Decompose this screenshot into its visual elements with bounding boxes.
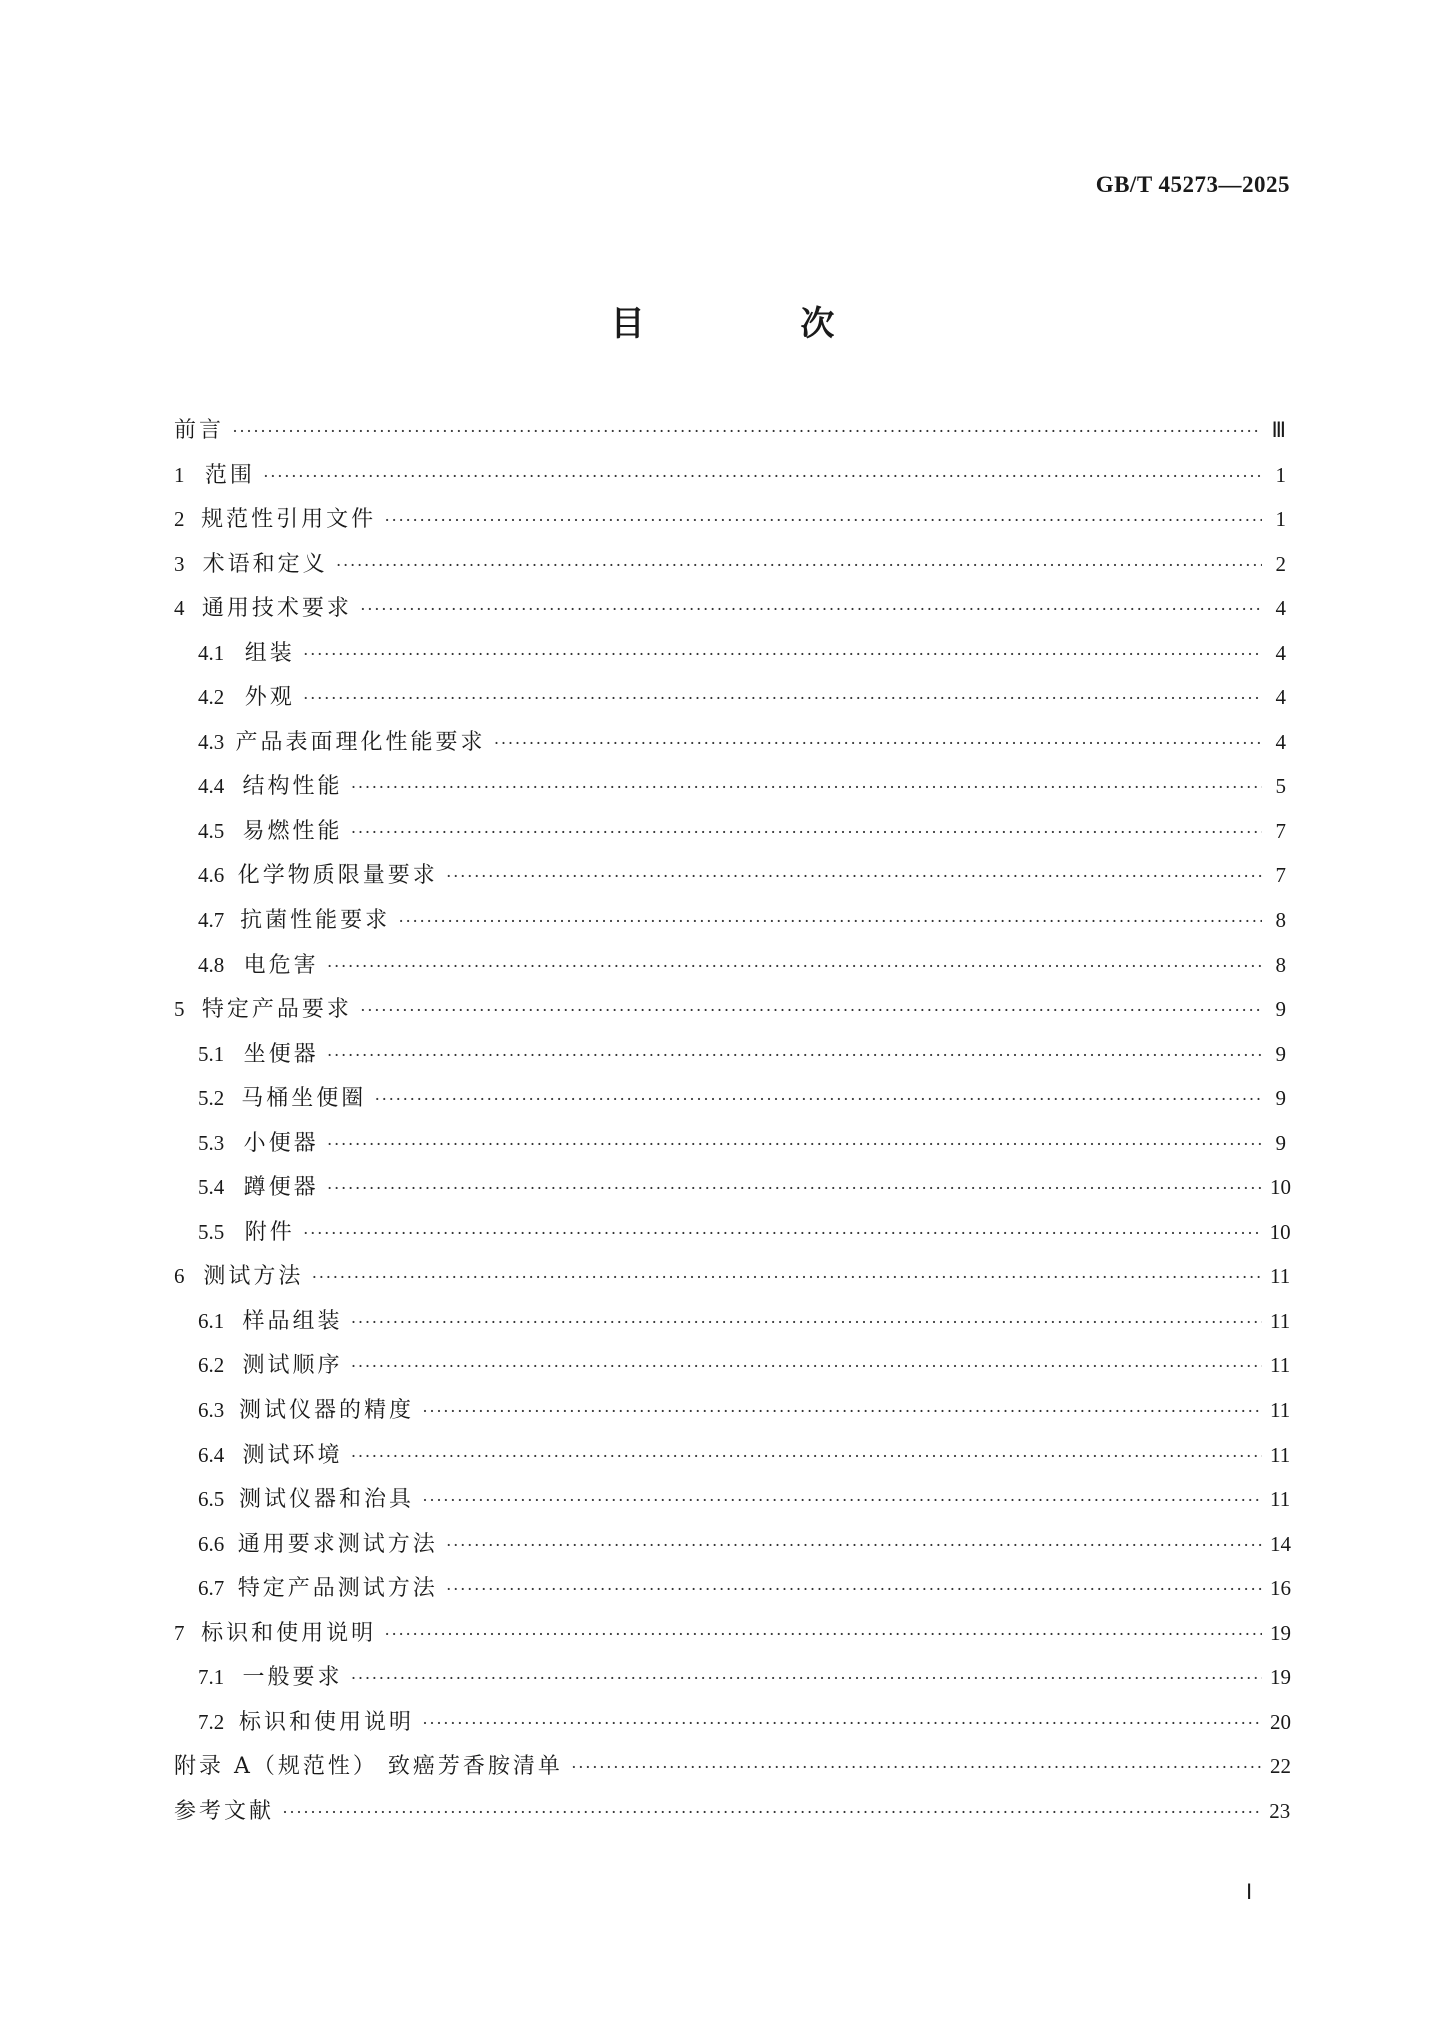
toc-entry-page: 11 bbox=[1270, 1487, 1291, 1512]
toc-entry-label: 蹲便器 bbox=[243, 1175, 319, 1201]
toc-dot-leader bbox=[446, 866, 1262, 887]
toc-entry-label: 测试方法 bbox=[203, 1264, 304, 1290]
toc-entry-number: 6.7 bbox=[198, 1576, 225, 1601]
toc-entry-number: 6.5 bbox=[198, 1487, 225, 1512]
toc-entry-page: 14 bbox=[1270, 1531, 1291, 1556]
toc-entry[interactable] bbox=[174, 1482, 1291, 1527]
toc-entry[interactable] bbox=[174, 725, 1286, 770]
toc-entry[interactable] bbox=[174, 1660, 1291, 1705]
toc-entry-label: 外观 bbox=[244, 685, 295, 711]
toc-entry-number: 5.5 bbox=[198, 1219, 225, 1244]
toc-entry-label: 样品组装 bbox=[242, 1308, 343, 1334]
toc-entry-number: 6 bbox=[174, 1264, 185, 1289]
toc-dot-leader bbox=[571, 1757, 1262, 1778]
toc-entry-label: 电危害 bbox=[243, 952, 319, 978]
toc-dot-leader bbox=[327, 1045, 1262, 1066]
toc-entry-label: 特定产品测试方法 bbox=[237, 1576, 438, 1602]
toc-entry-label: 通用要求测试方法 bbox=[237, 1531, 438, 1557]
toc-dot-leader bbox=[446, 1579, 1262, 1600]
toc-entry-page: 16 bbox=[1270, 1576, 1291, 1601]
toc-dot-leader bbox=[350, 1668, 1262, 1689]
toc-dot-leader bbox=[350, 1356, 1262, 1377]
toc-dot-leader bbox=[327, 1134, 1262, 1155]
toc-entry[interactable] bbox=[174, 1170, 1291, 1215]
toc-entry-number: 6.4 bbox=[198, 1442, 225, 1467]
toc-dot-leader bbox=[384, 1624, 1262, 1645]
toc-entry-page: 5 bbox=[1275, 774, 1286, 799]
page-number: Ⅰ bbox=[1246, 1880, 1253, 1904]
toc-dot-leader bbox=[350, 777, 1262, 798]
toc-entry-page: 4 bbox=[1275, 640, 1286, 665]
toc-entry-label: 化学物质限量要求 bbox=[237, 863, 438, 889]
toc-entry-number: 4.3 bbox=[198, 729, 225, 754]
toc-dot-leader bbox=[336, 555, 1262, 576]
toc-entry[interactable] bbox=[174, 814, 1286, 859]
toc-entry-label: 结构性能 bbox=[242, 774, 343, 800]
toc-entry-label: 特定产品要求 bbox=[201, 997, 352, 1023]
toc-entry[interactable] bbox=[174, 1705, 1291, 1750]
toc-entry-label: 测试环境 bbox=[242, 1442, 343, 1468]
toc-entry-label: 前言 bbox=[174, 418, 225, 443]
toc-entry[interactable] bbox=[174, 502, 1286, 547]
toc-dot-leader bbox=[327, 1178, 1262, 1199]
toc-entry-number: 5.1 bbox=[198, 1041, 225, 1066]
toc-entry-label: 抗菌性能要求 bbox=[240, 908, 391, 934]
toc-entry[interactable] bbox=[174, 636, 1286, 681]
toc-entry[interactable] bbox=[174, 1794, 1291, 1839]
standard-code: GB/T 45273—2025 bbox=[1095, 172, 1290, 197]
toc-entry-number: 1 bbox=[174, 462, 185, 487]
toc-entry-label: 标识和使用说明 bbox=[238, 1709, 414, 1735]
toc-entry-page: 11 bbox=[1270, 1264, 1291, 1289]
toc-entry-label: 范围 bbox=[204, 462, 255, 488]
toc-entry-label: 规范性引用文件 bbox=[201, 507, 377, 533]
toc-entry-page: 7 bbox=[1275, 818, 1286, 843]
toc-dot-leader bbox=[303, 1223, 1262, 1244]
toc-entry-label: 小便器 bbox=[243, 1130, 319, 1156]
toc-dot-leader bbox=[327, 956, 1262, 977]
toc-entry-label: 组装 bbox=[244, 640, 295, 666]
toc-entry-page: 4 bbox=[1275, 685, 1286, 710]
toc-entry-number: 4.4 bbox=[198, 774, 225, 799]
toc-dot-leader bbox=[263, 466, 1262, 487]
toc-entry-label: 测试仪器和治具 bbox=[238, 1487, 414, 1513]
toc-dot-leader bbox=[422, 1713, 1262, 1734]
toc-entry[interactable] bbox=[174, 1259, 1291, 1304]
toc-entry-page: 10 bbox=[1269, 1219, 1291, 1244]
toc-entry[interactable] bbox=[174, 1126, 1286, 1171]
toc-dot-leader bbox=[360, 1000, 1262, 1021]
toc-list bbox=[174, 413, 1291, 1839]
toc-entry-number: 5.4 bbox=[198, 1175, 225, 1200]
toc-entry-number: 7.1 bbox=[198, 1665, 225, 1690]
toc-entry-number: 6.1 bbox=[198, 1308, 225, 1333]
toc-entry-page: 4 bbox=[1275, 596, 1286, 621]
toc-entry[interactable] bbox=[174, 591, 1286, 636]
toc-entry-label: 一般要求 bbox=[242, 1665, 343, 1691]
toc-entry-number: 4.2 bbox=[198, 685, 225, 710]
toc-entry-page: 2 bbox=[1275, 551, 1286, 576]
toc-entry[interactable] bbox=[174, 1749, 1291, 1794]
toc-entry[interactable] bbox=[174, 1616, 1291, 1661]
toc-entry-number: 4.7 bbox=[198, 908, 225, 933]
toc-entry-page: Ⅲ bbox=[1271, 418, 1286, 442]
toc-dot-leader bbox=[422, 1490, 1262, 1511]
toc-entry-page: 9 bbox=[1275, 1130, 1286, 1155]
toc-entry[interactable] bbox=[174, 992, 1286, 1037]
toc-entry[interactable] bbox=[174, 1393, 1291, 1438]
toc-dot-leader bbox=[398, 911, 1262, 932]
toc-entry-page: 22 bbox=[1270, 1754, 1291, 1779]
toc-entry-page: 7 bbox=[1275, 863, 1286, 888]
toc-entry[interactable] bbox=[174, 903, 1286, 948]
toc-entry-number: 5 bbox=[174, 997, 185, 1022]
toc-entry[interactable] bbox=[174, 458, 1286, 503]
toc-entry-page: 9 bbox=[1275, 997, 1286, 1022]
toc-entry-number: 6.6 bbox=[198, 1531, 225, 1556]
toc-dot-leader bbox=[384, 510, 1262, 531]
toc-entry-number: 4.8 bbox=[198, 952, 225, 977]
toc-dot-leader bbox=[311, 1267, 1262, 1288]
toc-entry-page: 11 bbox=[1270, 1308, 1291, 1333]
toc-entry-label: 测试顺序 bbox=[242, 1353, 343, 1379]
toc-entry-label: 通用技术要求 bbox=[201, 596, 352, 622]
toc-entry[interactable] bbox=[174, 1037, 1286, 1082]
toc-entry-page: 9 bbox=[1275, 1041, 1286, 1066]
toc-entry[interactable] bbox=[174, 1304, 1291, 1349]
toc-dot-leader bbox=[303, 688, 1262, 709]
toc-entry-number: 4.6 bbox=[198, 863, 225, 888]
toc-entry-page: 10 bbox=[1270, 1175, 1291, 1200]
toc-entry-label: 测试仪器的精度 bbox=[238, 1398, 414, 1424]
toc-dot-leader bbox=[303, 644, 1262, 665]
toc-dot-leader bbox=[446, 1535, 1262, 1556]
toc-entry[interactable] bbox=[174, 1438, 1291, 1483]
toc-entry[interactable] bbox=[174, 1348, 1291, 1393]
toc-entry-page: 19 bbox=[1270, 1620, 1291, 1645]
toc-entry-page: 9 bbox=[1275, 1086, 1286, 1111]
toc-entry-number: 4.1 bbox=[198, 640, 225, 665]
toc-entry[interactable] bbox=[174, 413, 1286, 458]
toc-entry-label: 参考文献 bbox=[174, 1798, 275, 1824]
toc-entry-label: 附录 A（规范性） 致癌芳香胺清单 bbox=[174, 1754, 563, 1780]
toc-entry[interactable] bbox=[174, 1527, 1291, 1572]
toc-entry-page: 11 bbox=[1270, 1353, 1291, 1378]
toc-entry[interactable] bbox=[174, 1081, 1286, 1126]
toc-entry-page: 23 bbox=[1269, 1798, 1291, 1823]
toc-entry-label: 马桶坐便圈 bbox=[241, 1086, 367, 1112]
toc-entry-page: 11 bbox=[1270, 1442, 1291, 1467]
toc-entry[interactable] bbox=[174, 1571, 1291, 1616]
toc-entry-label: 附件 bbox=[244, 1219, 295, 1245]
toc-dot-leader bbox=[350, 822, 1262, 843]
toc-dot-leader bbox=[374, 1089, 1262, 1110]
toc-entry-number: 7.2 bbox=[198, 1709, 225, 1734]
toc-entry-label: 标识和使用说明 bbox=[201, 1620, 377, 1646]
toc-entry-label: 易燃性能 bbox=[242, 818, 343, 844]
toc-entry[interactable] bbox=[174, 858, 1286, 903]
toc-entry-label: 术语和定义 bbox=[202, 551, 328, 577]
toc-dot-leader bbox=[350, 1446, 1262, 1467]
toc-title: 目 次 bbox=[610, 304, 907, 344]
toc-dot-leader bbox=[493, 733, 1262, 754]
toc-entry-number: 5.2 bbox=[198, 1086, 225, 1111]
toc-entry[interactable] bbox=[174, 1215, 1291, 1260]
toc-entry-label: 产品表面理化性能要求 bbox=[235, 729, 486, 755]
toc-dot-leader bbox=[282, 1802, 1261, 1823]
toc-entry-number: 6.3 bbox=[198, 1398, 225, 1423]
toc-entry-number: 4 bbox=[174, 596, 185, 621]
toc-entry[interactable] bbox=[174, 680, 1286, 725]
toc-dot-leader bbox=[232, 421, 1262, 442]
toc-entry-page: 1 bbox=[1275, 507, 1286, 532]
toc-entry-page: 19 bbox=[1270, 1665, 1291, 1690]
toc-entry-page: 8 bbox=[1275, 952, 1286, 977]
toc-entry-page: 4 bbox=[1275, 729, 1286, 754]
toc-entry-number: 5.3 bbox=[198, 1130, 225, 1155]
toc-entry-number: 6.2 bbox=[198, 1353, 225, 1378]
toc-entry[interactable] bbox=[174, 948, 1286, 993]
toc-entry-page: 20 bbox=[1270, 1709, 1291, 1734]
toc-entry-page: 11 bbox=[1270, 1398, 1291, 1423]
toc-entry-page: 1 bbox=[1275, 462, 1286, 487]
toc-entry[interactable] bbox=[174, 547, 1286, 592]
toc-entry-number: 4.5 bbox=[198, 818, 225, 843]
toc-entry-page: 8 bbox=[1275, 908, 1286, 933]
toc-dot-leader bbox=[350, 1312, 1262, 1333]
toc-entry[interactable] bbox=[174, 769, 1286, 814]
toc-dot-leader bbox=[360, 599, 1262, 620]
toc-entry-number: 3 bbox=[174, 551, 185, 576]
toc-entry-label: 坐便器 bbox=[243, 1041, 319, 1067]
toc-entry-number: 7 bbox=[174, 1620, 185, 1645]
toc-dot-leader bbox=[422, 1401, 1262, 1422]
toc-entry-number: 2 bbox=[174, 507, 185, 532]
